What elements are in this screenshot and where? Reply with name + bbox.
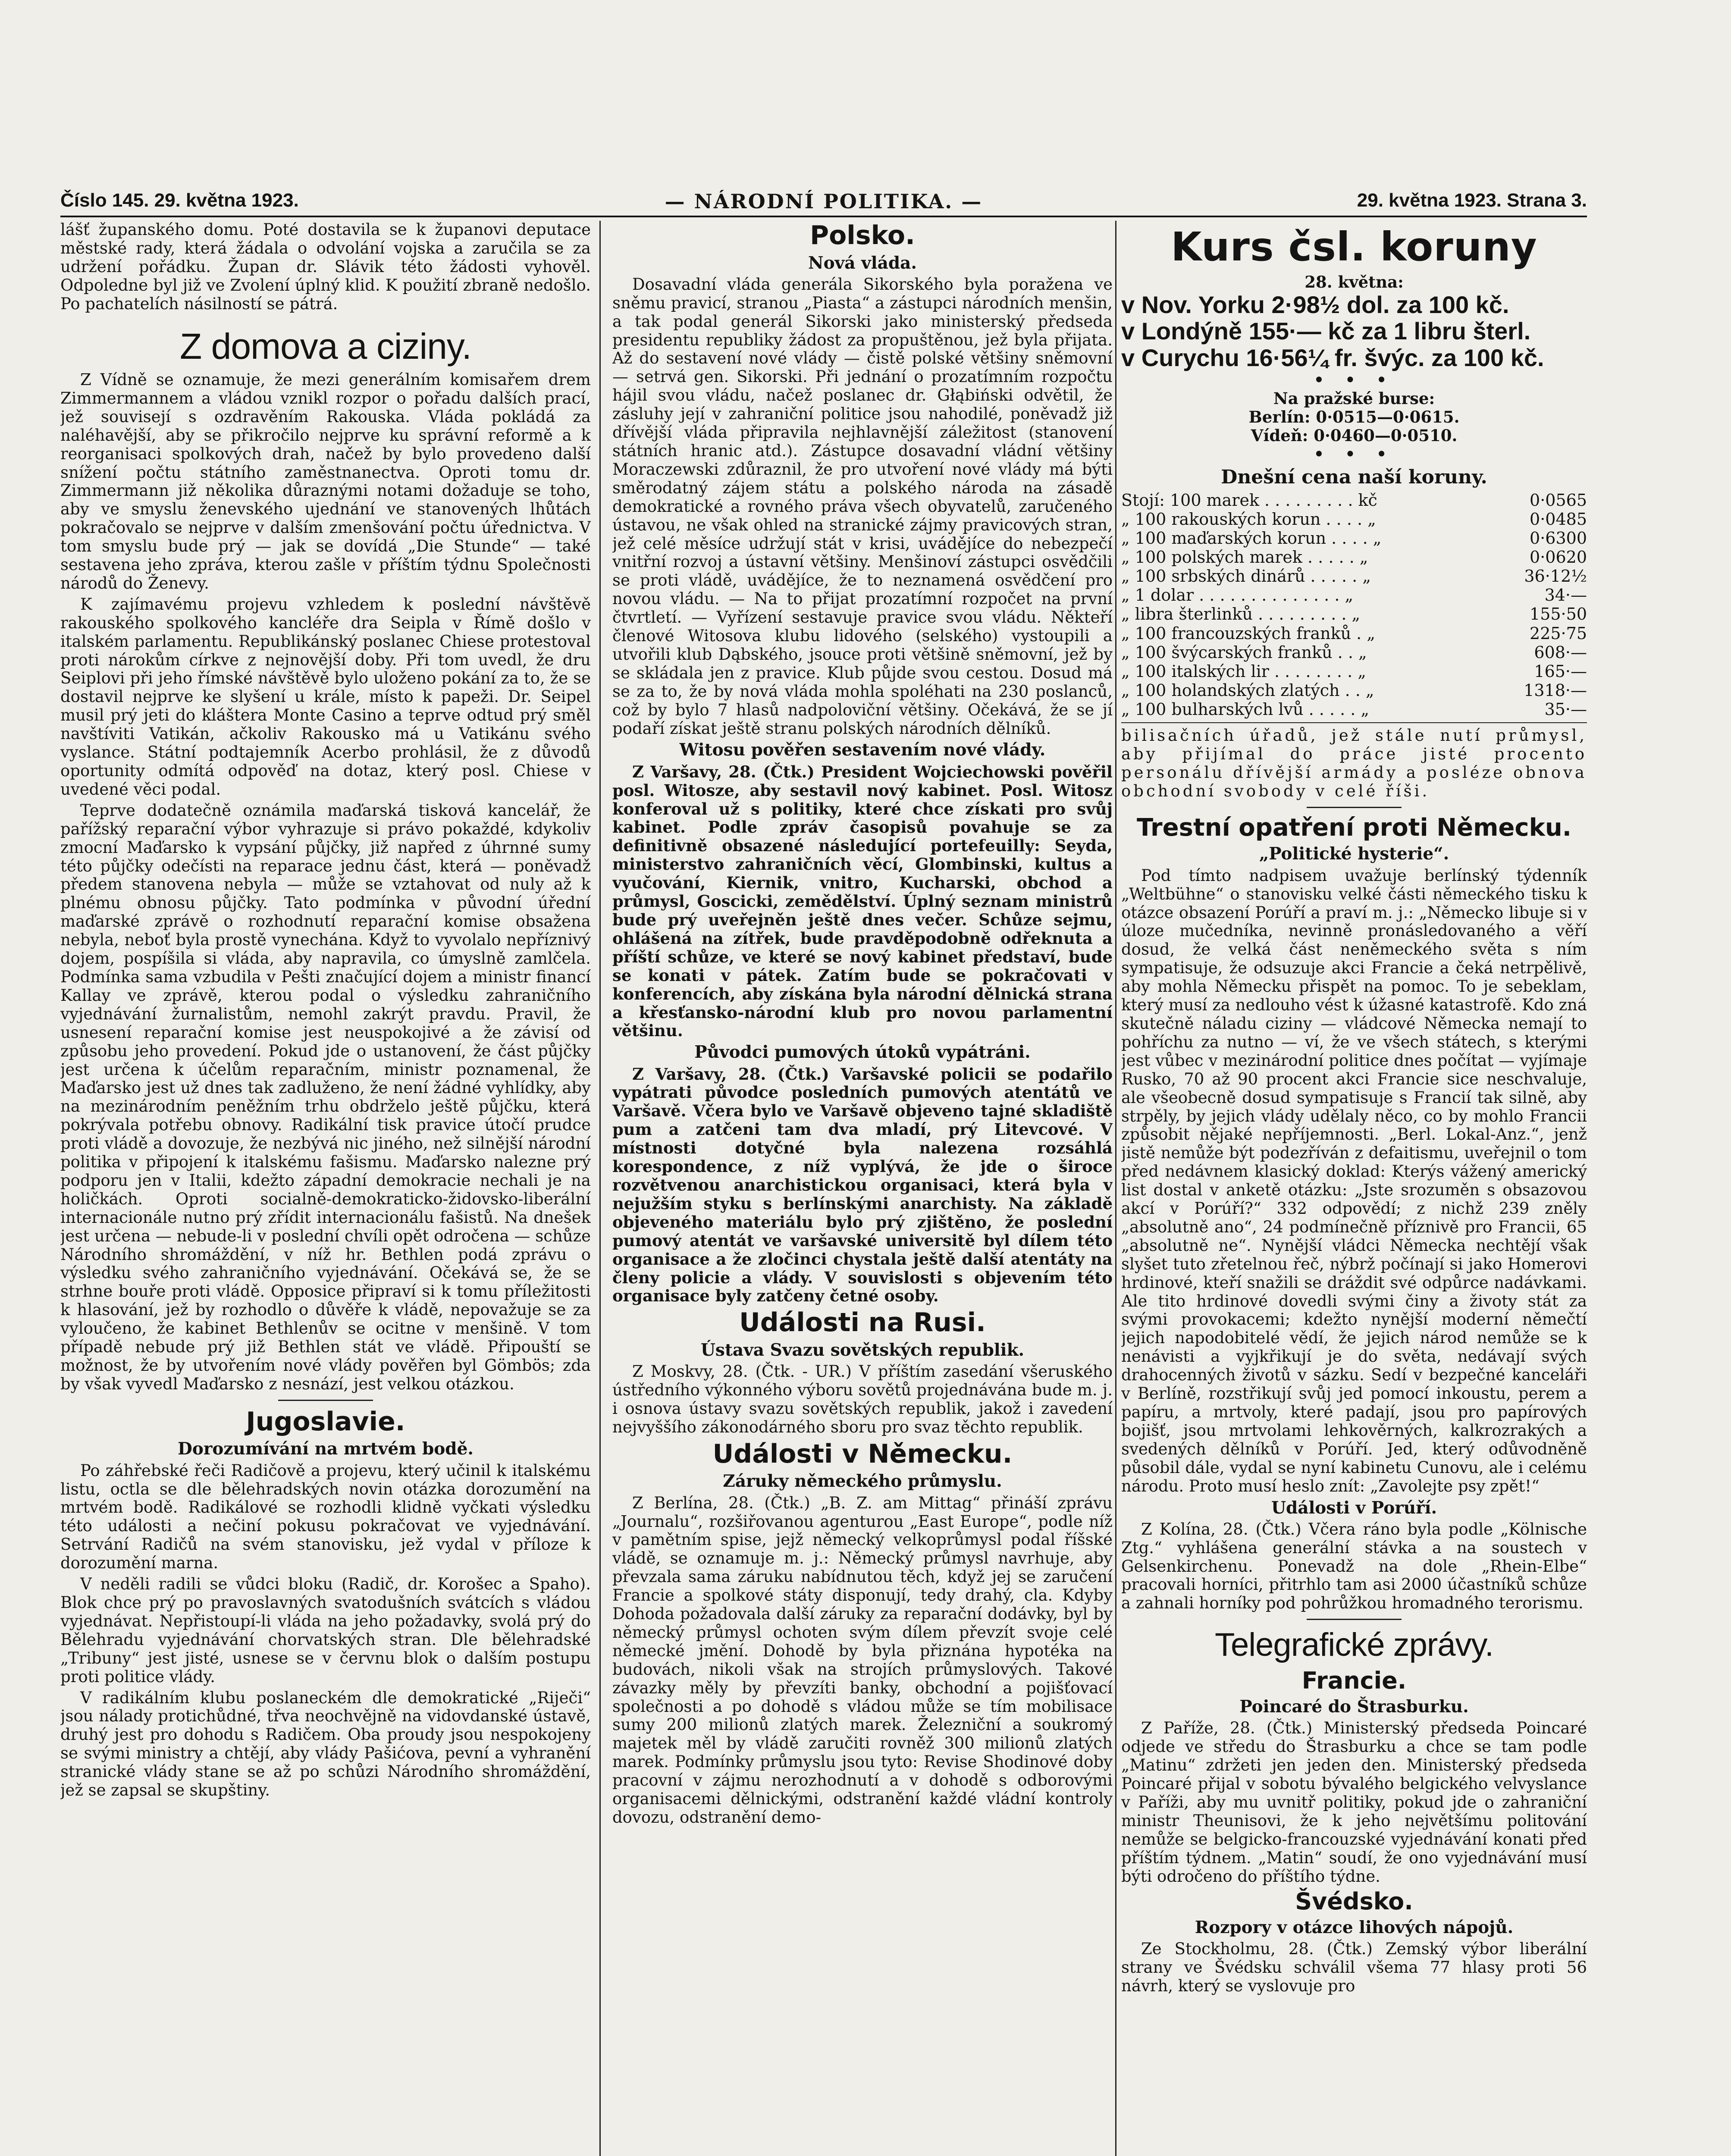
article-subheading: Nová vláda. [808, 253, 917, 273]
rate-row [1121, 548, 1587, 567]
section-heading-svedsko: Švédsko. [1295, 1888, 1413, 1915]
rate-label: „ 100 bulharských lvů . . . . . „ [1121, 699, 1370, 719]
rate-row [1121, 624, 1587, 643]
separator-dots: • • • [1314, 370, 1395, 390]
section-heading-trestni: Trestní opatření proti Německu. [1137, 813, 1571, 842]
rate-row [1121, 643, 1587, 662]
rate-value: 225·75 [1530, 624, 1587, 643]
bourse-berlin: Berlín: 0·0515—0·0615. [1248, 407, 1460, 427]
rate-value: 155·50 [1530, 605, 1587, 624]
section-heading-rus: Události na Rusi. [739, 1307, 986, 1338]
article-paragraph: Ze Stockholmu, 28. (Čtk.) Zemský výbor liberální strany ve Švédsku schválil všema 77 hlasy proti 56 návrh, který se vyslovuje pro [1121, 1940, 1587, 1996]
rate-row [1121, 586, 1587, 605]
rate-value: 1318·— [1524, 680, 1587, 700]
article-paragraph: Z Paříže, 28. (Čtk.) Ministerský předseda Poincaré odjede ve středu do Štrasburku a chce se tam podle „Matinu“ zdržeti jen jeden den. Ministerský předseda Poincaré přijal v sobotu bývalého belgického velvyslance v Paříži, aby mu uvnitř politiky, pokud jde o zahraniční ministr Theunisovi, že k jeho největšímu politování nemůže se belgicko-francouzské vyjednávání konati před příštím týdnem. „Matin“ soudí, že ono vyjednávání musí býti odročeno do příštího týdne. [1121, 1719, 1587, 1886]
article-subheading: Poincaré do Štrasburku. [1239, 1697, 1469, 1717]
header-rule [60, 216, 1587, 217]
separator [1307, 1619, 1402, 1620]
article-paragraph: Z Varšavy, 28. (Čtk.) Varšavské policii se podařilo vypátrati původce posledních pumových atentátů ve Varšavě. Včera bylo ve Varšavě objeveno tajné skladiště pum a zatčeni tam dva mladí, prý Litevcové. V místnosti dotyčné byla nalezena rozsáhlá korespondence, z níž vyplývá, že jde o široce rozvětvenou anarchistickou organisaci, která byla v nejužším styku s berlínskými anarchisty. Na základě objeveného materiálu bylo prý zjištěno, že poslední pumový atentát ve varšavské universitě byl dílem této organisace a že zločinci chystala ještě další atentáty na členy policie a vlády. V souvislosti s objevením této organisace byly zatčeny četné osoby. [612, 1064, 1113, 1306]
rate-london: v Londýně 155·— kč za 1 libru šterl. [1121, 317, 1531, 345]
rate-value: 36·12½ [1524, 567, 1587, 586]
section-heading-jugoslavie: Jugoslavie. [246, 1406, 405, 1437]
column-divider-1 [599, 221, 601, 2156]
masthead-title: — NÁRODNÍ POLITIKA. — [665, 190, 983, 213]
rate-table [1121, 491, 1587, 719]
rate-label: „ 1 dolar . . . . . . . . . . . . . . „ [1121, 586, 1354, 605]
rate-label: „ 100 maďarských korun . . . . „ [1121, 529, 1382, 548]
article-subheading: „Politické hysterie“. [1259, 844, 1449, 864]
rate-label: „ 100 rakouských korun . . . . „ [1121, 510, 1376, 529]
rate-label: „ libra šterlinků . . . . . . . . . „ [1121, 605, 1361, 624]
section-heading-polsko: Polsko. [810, 221, 915, 251]
rate-label: „ 100 švýcarských franků . . „ [1121, 642, 1367, 662]
separator [1307, 807, 1402, 808]
article-paragraph: Dosavadní vláda generála Sikorského byla poražena ve sněmu pravicí, stranou „Piasta“ a zástupci národních menšin, a tak podal generál Sikorski jako ministerský předseda presidentu republiky žádost za propuštěnou, jež byla přijata. Až do sestavení nové vlády — čistě polské většiny sněmovní — setrvá gen. Sikorski. Při jednání o prozatímním rozpočtu hájil svou vládu, načež poslanec dr. Głąbiński odvětil, že zásluhy její v zahraniční politice jsou nahodilé, poněvadž již dřívější vláda připravila nejhlavnější záležitost (stanovení státních hranic atd.). Zástupce dosavadní vládní většiny Moraczewski zdůraznil, že pro utvoření nové vlády má býti směrodatný zájem státu a polského národa na zásadě demokratické a rovného práva všech obyvatelů, zaručeného ústavou, ne však ohled na stranické zájmy pravicových stran, jež celé měsíce udržují stát v krisi, uvádějíce do nebezpečí vnitřní rozvoj a ústavní většiny. Menšinoví zástupci osvědčili se proti vládě, uvádějíce, že to neznamená osvědčení pro novou vládu. — Na to přijat prozatímní rozpočet na první čtvrtletí. — Vyřízení sestavuje pravice svou vládu. Někteří členové Witosova klubu lidového (selského) vystoupili a utvořili klub Dąbského, jsouce proti většině sněmovní, jež by se skládala jen z pravice. Klub půjde svou cestou. Dosud má se za to, že by nová vláda mohla spoléhati na 230 poslanců, což by bylo 7 hlasů nadpoloviční většiny. Očekává, že se jí podaří získat ještě stranu polských národních dělníků. [612, 275, 1113, 738]
rate-value: 608·— [1534, 642, 1587, 662]
rate-label: „ 100 francouzských franků . „ [1121, 624, 1375, 643]
section-heading-domov: Z domova a ciziny. [179, 326, 472, 367]
rate-row [1121, 567, 1587, 586]
article-heading: Původci pumových útoků vypátráni. [694, 1042, 1031, 1062]
page-date-and-number: 29. května 1923. Strana 3. [1357, 190, 1587, 211]
article-subheading: Záruky německého průmyslu. [723, 1471, 1002, 1492]
column-divider-2 [1115, 221, 1116, 2156]
column-3 [1121, 221, 1587, 2156]
article-subheading: Dorozumívání na mrtvém bodě. [178, 1439, 474, 1459]
rate-label: „ 100 srbských dinárů . . . . . „ [1121, 567, 1371, 586]
rate-value: 165·— [1534, 661, 1587, 681]
rate-label: „ 100 polských marek . . . . . „ [1121, 548, 1368, 567]
article-paragraph: K zajímavému projevu vzhledem k poslední návštěvě rakouského spolkového kancléře dra Seipla v Římě došlo v italském parlamentu. Republikánský poslanec Chiese protestoval proti nárokům církve z nejnovější doby. Při tom uvedl, že dru Seiplovi při jeho římské návštěvě bylo uloženo pokání za to, že se dostavil nejprve ke slyšení u krále, místo k papeži. Dr. Seipel musil prý jeti do kláštera Monte Casino a teprve odtud prý směl navštíviti Vatikán, ačkoliv Rakousko má u Vatikánu svého vyslance. Státní podtajemník Acerbo prohlásil, že z důvodů oportunity odmítá odpověď na dotaz, který posl. Chiese v uvedené věci podal. [60, 595, 591, 799]
article-paragraph: V neděli radili se vůdci bloku (Radič, dr. Korošec a Spaho). Blok chce prý po pravoslavných svatodušních svátcích s vládou vyjednávat. Nepřistoupí-li vláda na jeho požadavky, svolá prý do Bělehradu vyjednávání chorvatských stran. Dle bělehradské „Tribuny“ jest jisté, usnese se v červnu blok o dalším postupu proti politice vlády. [60, 1575, 591, 1686]
article-continuation: bilisačních úřadů, jež stále nutí průmysl, aby přijímal do práce jisté procento personálu dřívější armády a posléze obnova obchodní svobody v celé říši. [1121, 726, 1587, 800]
rate-value: 0·0565 [1530, 490, 1587, 510]
article-heading: Witosu pověřen sestavením nové vlády. [679, 740, 1046, 760]
column-2 [612, 221, 1113, 2156]
article-heading: Události v Porúří. [1271, 1498, 1437, 1518]
section-heading-francie: Francie. [1301, 1667, 1407, 1695]
article-paragraph: Z Kolína, 28. (Čtk.) Včera ráno byla podle „Kölnische Ztg.“ vyhlášena generální stávka a na soustech v Gelsenkirchenu. Ponevadž na dole „Rhein-Elbe“ pracovali horníci, přitrhlo tam asi 2000 účastníků schůze a zahnali horníky pod pohrůžkou hromadného terorismu. [1121, 1520, 1587, 1613]
article-subheading: Ústava Svazu sovětských republik. [700, 1340, 1025, 1360]
article-paragraph: Z Vídně se oznamuje, že mezi generálním komisařem drem Zimmermannem a vládou vznikl rozpor o pořadu dalších prací, jež souvisejí s ozdravěním Rakouska. Vláda pokládá za naléhavější, aby se přikročilo nejprve ku správní reformě a k reorganisaci spolkových drah, načež by bylo provedeno další snížení počtu státního zaměstnanectva. Oproti tomu dr. Zimmermann již několika důraznými notami dožaduje se toho, aby ve smyslu ženevského ujednání ve stanovených lhůtách pokračovalo se nejprve v dalším zmenšování počtu úřednictva. V tom smyslu bude prý — jak se dovídá „Die Stunde“ — také sestavena jeho zpráva, kterou zašle v příštím týdnu Společnosti národů do Ženevy. [60, 370, 591, 592]
section-heading-telegraficke: Telegrafické zprávy. [1215, 1626, 1493, 1664]
rate-row [1121, 529, 1587, 548]
article-continuation: lášť županského domu. Poté dostavila se k županovi deputace městské rady, která žádala o odvolání vojska a zaručila se za udržení pořádku. Župan dr. Slávik této žádosti vyhověl. Odpoledne byl již ve Zvolení úplný klid. K použití zbraně nedošlo. Po pachatelích násilností se pátrá. [60, 221, 591, 313]
separator [278, 1400, 373, 1401]
separator-dots: • • • [1314, 445, 1395, 464]
rate-row [1121, 510, 1587, 529]
daily-rate-heading: Dnešní cena naší koruny. [1221, 466, 1487, 488]
article-paragraph: Po záhřebské řeči Radičově a projevu, který učinil k italskému listu, octla se dle bělehradských novin otázka dorozumění na mrtvém bodě. Radikálové se rozhodli klidně vyčkati výsledku této události a nečiní pokusu pokračovat ve vyjednávání. Setrvání Radičů na svém stanovisku, jež vydal v příloze k dorozumění marna. [60, 1461, 591, 1573]
article-paragraph: Teprve dodatečně oznámila maďarská tisková kancelář, že pařížský reparační výbor vyhrazuje si právo pokaždé, kdykoliv zmocní Maďarsko k vypsání půjčky, již napřed z úhrnné sumy této půjčky odečísti na reparace jednu část, která — poněvadž předem stanovena nebyla — může se vztahovat od nuly až k plnému obnosu půjčky. Tato podmínka v původní úřední maďarské zprávě o rozhodnutí reparační komise obsažena nebyla, neboť byla prostě vynechána. Když to vyvolalo nepříznivý dojem, pospíšila si vláda, aby napravila, co úmyslně zamlčela. Podmínka sama vzbudila v Pešti značující dojem a ministr financí Kallay ve zprávě, kterou podal o výsledku zahraničního vyjednávání žurnalistům, nemohl zakrýt pravdu. Pravil, že usnesení reparační komise jest neuspokojivé a že závisí od způsobu jeho provedení. Pokud jde o ustanovení, že část půjčky jest určena k účelům reparačním, ministr poznamenal, že Maďarsko jest už dnes tak zadluženo, že není žádné vyhlídky, aby na mezinárodním peněžním trhu obdrželo ještě půjčku, která pokrývala potřebu obnovy. Radikální tisk pravice útočí prudce proti vládě a dovozuje, že nezbývá nic jiného, než silnější národní politika v připojení k italskému fašismu. Maďarsko nalezne prý podporu jen v Italii, kdežto západní demokracie nechali je na holičkách. Oproti socialně-demokraticko-židovsko-liberální internacionále nutno prý zřídit internacionálu fašistů. Na dnešek jest určena — nebude-li v poslední chvíli opět odročena — schůze Národního shromáždění, v níž hr. Bethlen podá zprávu o výsledku svého zahraničního vyjednávání. Očekává se, že se strhne bouře proti vládě. Opposice připraví si k tomu příležitosti k hlasování, jež by rozhodlo o důvěře k vládě, nepovažuje se za vyloučeno, že kabinet Bethlenův se ocitne v menšině. V tom případě nebude prý již Bethlen stát ve vládě. Připouští se možnost, že by utvořením nové vlády pověřen byl Gömbös; zda by však vyvedl Maďarsko z nesnází, jest velkou otázkou. [60, 801, 591, 1393]
separator [1121, 722, 1587, 723]
rate-value: 34·— [1544, 586, 1587, 605]
rate-label: „ 100 holandských zlatých . . „ [1121, 680, 1374, 700]
exchange-rate-date: 28. května: [1305, 272, 1404, 291]
rate-row [1121, 491, 1587, 510]
prague-bourse-title: Na pražské burse: [1273, 389, 1435, 408]
rate-value: 35·— [1544, 699, 1587, 719]
exchange-rate-heading: Kurs čsl. koruny [1171, 224, 1537, 270]
article-paragraph: Z Varšavy, 28. (Čtk.) President Wojciechowski pověřil posl. Witosze, aby sestavil nový kabinet. Posl. Witosz konferoval už s politiky, které chce získati pro svůj kabinet. Podle zpráv časopisů povahuje se za definitivně obsazené následující portefeuilly: Seyda, ministerstvo zahraničních věcí, Glombinski, kultus a vyučování, Kiernik, vnitro, Kucharski, obchod a průmysl, Goscicki, zemědělství. Úplný seznam ministrů bude prý uveřejněn ještě dnes večer. Schůze sejmu, ohlášená na zítřek, bude pravděpodobně odřeknuta a příští schůze, ve které se nový kabinet představí, bude se konati v pátek. Zatím bude se pokračovati v konferencích, aby získána byla národní dělnická strana a křesťansko-národní klub pro novou parlamentní většinu. [612, 762, 1113, 1040]
rate-zurich: v Curychu 16·56¼ fr. švýc. za 100 kč. [1121, 344, 1544, 371]
rate-label: Stojí: 100 marek . . . . . . . . . kč [1121, 490, 1377, 510]
rate-value: 0·0485 [1530, 510, 1587, 529]
issue-number: Číslo 145. 29. května 1923. [60, 190, 299, 211]
article-paragraph: Z Moskvy, 28. (Čtk. - UR.) V příštím zasedání všeruského ústředního výkonného výboru sovětů projednávána bude m. j. i osnova ústavy svazu sovětských republik, jakož i zavedení nejvyššího zákonodárného sboru pro svaz těchto republik. [612, 1362, 1113, 1436]
rate-row [1121, 605, 1587, 624]
article-subheading: Rozpory v otázce lihových nápojů. [1195, 1918, 1514, 1938]
section-heading-nemecko: Události v Německu. [712, 1438, 1013, 1469]
bourse-vienna: Vídeň: 0·0460—0·0510. [1251, 426, 1458, 445]
article-paragraph: Z Berlína, 28. (Čtk.) „B. Z. am Mittag“ přináší zprávu „Journalu“, rozšiřovanou agenturou „East Europe“, podle níž v pamětním spise, jejž německý velkoprůmysl podal říšské vládě, se oznamuje m. j.: Německý průmysl navrhuje, aby převzala sama záruku nabídnutou těch, když jej se zaručení Francie a spolkové státy disponují, tedy drahý, cla. Kdyby Dohoda požadovala další záruky za reparační dodávky, byl by německý průmysl ochoten svým dílem převzít svoje celé německé jmění. Dohodě by byla přiznána hypotéka na budovách, nikoli však na strojích průmyslových. Takové závazky měly by převzíti banky, obchodní a pojišťovací společnosti a po dohodě s vládou může se tím mobilisace sumy 200 milionů zlatých marek. Železniční a soukromý majetek měl by vládě zaručiti rovněž 300 milionů zlatých marek. Podmínky průmyslu jsou tyto: Revise Shodinové doby pracovní v zájmu nerozhodnutí a v dohodě s odborovými organisacemi dělnickými, odstranění každé vládní kontroly dovozu, odstranění demo- [612, 1493, 1113, 1827]
rate-new-york: v Nov. Yorku 2·98½ dol. za 100 kč. [1121, 291, 1509, 318]
rate-value: 0·0620 [1530, 548, 1587, 567]
article-paragraph: Pod tímto nadpisem uvažuje berlínský týdenník „Weltbühne“ o stanovisku velké části německého tisku k otázce obsazení Porúří a praví m. j.: „Německo libuje si v úloze mučedníka, nevinně pronásledovaného a věří dosud, že velká část neněmeckého světa s ním sympatisuje, že odsuzuje akci Francie a čeká netrpělivě, aby mohla Německu přispět na pomoc. To je sebeklam, který musí za nedlouho vést k úžasné katastrofě. Kdo zná skutečně náladu ciziny — vládcové Německa nemají to pohříchu za nutno — ví, že ve všech státech, s kterými jest vůbec v mezinárodní politice dnes počítat — vyjímaje Rusko, 70 až 90 procent akci Francie sice neschvaluje, ale všeobecně dosud sympatisuje s Francií tak silně, aby strpěly, by jejich vlády udělaly něco, co by mohlo Francii způsobit nějaké nepříjemnosti. „Berl. Lokal-Anz.“, jenž jistě nemůže být podezříván z defaitismu, uveřejnil o tom před nedávnem klasický doklad: Kterýs vážený americký list dostal v anketě otázku: „Jste srozuměn s obsazovou akcí v Porúří?“ 332 odpovědí; z nichž 239 zněly „absolutně ano“, 24 podmínečně příznivě pro Francii, 65 „absolutně ne“. Nynější vládci Německa nechtějí však slyšet tuto zřetelnou řeč, nýbrž počínají si jako Homerovi hrdinové, kteří snažili se dráždit své odpůrce nadávkami. Ale tito hrdinové dovedli svými činy a životy stát za svými provokacemi; kdežto nynější moderní němečtí jejich napodobitelé vědí, že jejich národ nemůže se k nenávisti a vyjkřikují je do světa, nedávají svých drahocenných životů v sázku. Sedí v bezpečné kanceláři v Berlíně, rozstřikují svůj jed pomocí inkoustu, perem a papíru, a mrtvoly, které padají, jsou pro papírových bojišť, jsou mrtvolami lehkověrných, kalkrozrakých a svedených dělníků v Porúří. Jed, který odůvodněně působil dále, vydal se nyní kabinetu Cunovu, ale i celému národu. Proto musí heslo znít: „Zavolejte psy zpět!“ [1121, 866, 1587, 1495]
rate-row [1121, 681, 1587, 700]
article-paragraph: V radikálním klubu poslaneckém dle demokratické „Riječi“ jsou nálady protichůdné, třva neochvějně na vidovdanské ústavě, druhý jest pro dohodu s Radičem. Oba proudy jsou nespokojeny se svými ministry a chtějí, aby vlády Pašićova, pevní a vyhranění stranické vlády stane se až po schůzi Národního shromáždění, jež se zapsal se skupštiny. [60, 1688, 591, 1800]
rate-row [1121, 700, 1587, 719]
rate-value: 0·6300 [1530, 529, 1587, 548]
column-1 [60, 221, 591, 2156]
rate-label: „ 100 italských lir . . . . . . . . „ [1121, 661, 1366, 681]
rate-row [1121, 662, 1587, 681]
